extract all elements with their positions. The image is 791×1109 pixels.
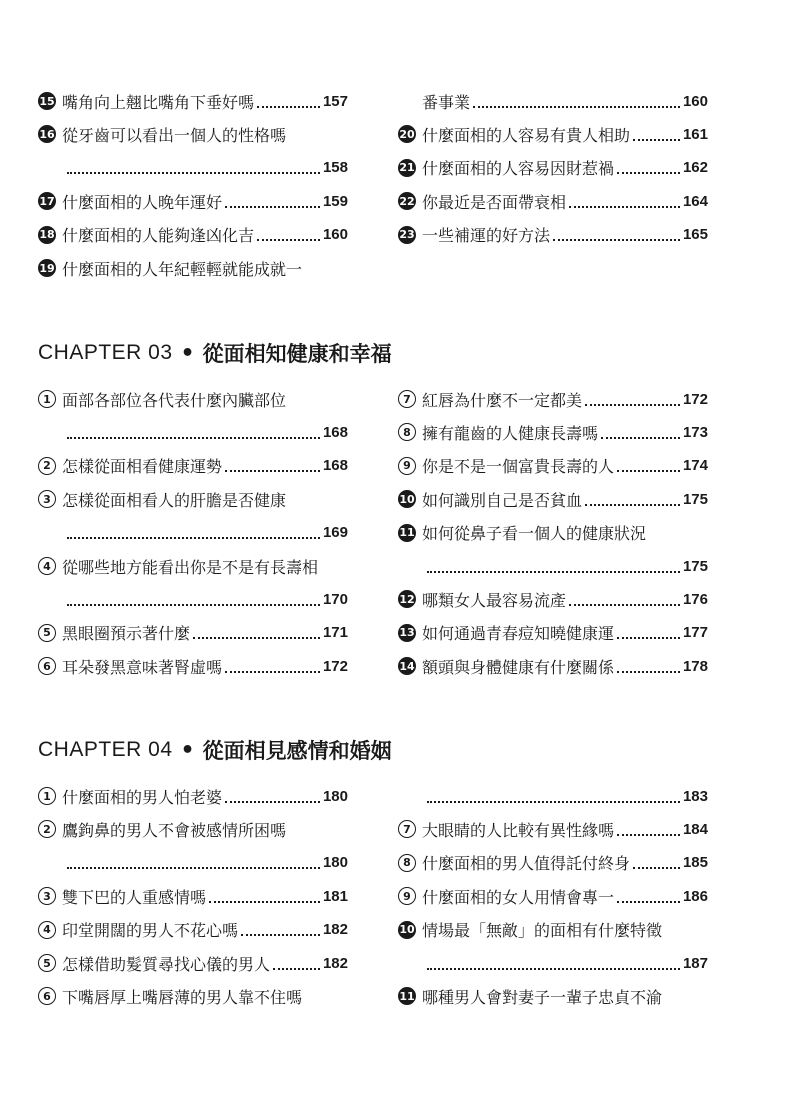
leader-dots [67,866,320,869]
entry-page-number: 181 [322,887,348,905]
entry-title: 擁有龍齒的人健康長壽嗎 [422,423,599,443]
entry-number-badge: 6 [38,657,56,675]
leader-dots [617,670,680,673]
toc-entry[interactable] [38,520,348,546]
toc-entry[interactable] [38,850,348,876]
leader-dots [225,800,320,803]
entry-number-badge: 7 [398,390,416,408]
toc-entry[interactable] [38,155,348,181]
entry-title: 黑眼圈預示著什麼 [62,624,191,644]
entry-page-number: 170 [322,590,348,608]
entry-page-number: 176 [682,590,708,608]
toc-entry[interactable] [398,950,708,976]
entry-title: 大眼睛的人比較有異性緣嗎 [422,820,615,840]
leader-dots [67,536,320,539]
entry-title: 從哪些地方能看出你是不是有長壽相 [62,557,319,577]
entry-number-badge: 10 [398,490,416,508]
entry-title: 什麼面相的人能夠逢凶化吉 [62,226,255,246]
bullet-icon: • [180,737,195,763]
toc-entry[interactable] [398,419,708,445]
entry-number-badge: 8 [398,423,416,441]
leader-dots [601,436,680,439]
toc-entry[interactable] [398,816,708,842]
entry-page-number: 172 [682,390,708,408]
entry-title: 你是不是一個富貴長壽的人 [422,457,615,477]
entry-number-badge: 2 [38,457,56,475]
toc-entry[interactable] [398,620,708,646]
leader-dots [67,436,320,439]
entry-page-number: 185 [682,854,708,872]
toc-entry[interactable] [38,188,348,214]
entry-title: 怎樣從面相看健康運勢 [62,457,223,477]
entry-page-number: 174 [682,457,708,475]
entry-page-number: 160 [322,226,348,244]
toc-entry[interactable] [38,222,348,248]
chapter-04-label: CHAPTER 04 [38,738,173,761]
toc-entry[interactable] [38,883,348,909]
entry-title: 耳朵發黑意味著腎虛嗎 [62,657,223,677]
toc-entry[interactable] [398,553,708,579]
chapter-04-title: 從面相見感情和婚姻 [202,738,392,763]
entry-number-badge: 13 [398,624,416,642]
leader-dots [67,171,320,174]
entry-page-number: 180 [322,787,348,805]
entry-number-badge: 6 [38,987,56,1005]
entry-title: 番事業 [422,92,471,112]
leader-dots [427,967,680,970]
entry-page-number: 184 [682,820,708,838]
entry-number-badge: 14 [398,657,416,675]
toc-entry[interactable] [398,222,708,248]
leader-dots [633,138,680,141]
entry-title: 怎樣借助髮質尋找心儀的男人 [62,954,271,974]
leader-dots [67,603,320,606]
toc-entry[interactable] [38,386,348,412]
entry-title: 如何通過青春痘知曉健康運 [422,624,615,644]
leader-dots [225,205,320,208]
toc-entry[interactable] [398,883,708,909]
leader-dots [273,967,320,970]
entry-number-badge: 10 [398,921,416,939]
leader-dots [585,403,680,406]
entry-title: 紅唇為什麼不一定都美 [422,390,583,410]
entry-number-badge: 11 [398,987,416,1005]
entry-number-badge: 17 [38,192,56,210]
entry-page-number: 168 [322,423,348,441]
entry-title: 什麼面相的男人值得託付終身 [422,854,631,874]
entry-title: 什麼面相的女人用情會專一 [422,887,615,907]
toc-entry[interactable] [38,917,348,943]
toc-entry[interactable] [398,983,708,1009]
chapter-03-heading [38,338,392,368]
leader-dots [553,238,680,241]
entry-title: 雙下巴的人重感情嗎 [62,887,207,907]
toc-entry[interactable] [38,419,348,445]
entry-number-badge: 1 [38,787,56,805]
entry-number-badge: 22 [398,192,416,210]
entry-page-number: 175 [682,490,708,508]
toc-entry[interactable] [398,653,708,679]
entry-number-badge: 7 [398,820,416,838]
chapter-03-label: CHAPTER 03 [38,341,173,364]
entry-number-badge: 20 [398,125,416,143]
entry-number-badge: 11 [398,524,416,542]
entry-number-badge: 18 [38,226,56,244]
entry-number-badge: 21 [398,159,416,177]
toc-entry[interactable] [398,520,708,546]
leader-dots [427,570,680,573]
toc-entry[interactable] [398,586,708,612]
entry-number-badge: 4 [38,921,56,939]
entry-number-badge: 5 [38,954,56,972]
toc-entry[interactable] [398,88,708,114]
entry-page-number: 177 [682,624,708,642]
entry-title: 嘴角向上翹比嘴角下垂好嗎 [62,92,255,112]
entry-number-badge: 3 [38,887,56,905]
entry-number-badge: 9 [398,457,416,475]
entry-number-badge: 8 [398,854,416,872]
entry-title: 哪類女人最容易流產 [422,590,567,610]
leader-dots [225,670,320,673]
leader-dots [569,603,680,606]
leader-dots [617,636,680,639]
entry-page-number: 171 [322,624,348,642]
toc-entry[interactable] [398,783,708,809]
entry-page-number: 186 [682,887,708,905]
bullet-icon: • [180,340,195,366]
entry-title: 什麼面相的男人怕老婆 [62,787,223,807]
toc-entry[interactable] [398,453,708,479]
entry-title: 印堂開闊的男人不花心嗎 [62,921,239,941]
entry-page-number: 175 [682,557,708,575]
entry-page-number: 187 [682,954,708,972]
entry-page-number: 162 [682,159,708,177]
entry-title: 什麼面相的人容易因財惹禍 [422,159,615,179]
leader-dots [427,800,680,803]
entry-page-number: 157 [322,92,348,110]
toc-entry[interactable] [398,155,708,181]
toc-entry[interactable] [398,188,708,214]
toc-entry[interactable] [38,453,348,479]
entry-title: 什麼面相的人容易有貴人相助 [422,125,631,145]
entry-title: 情場最「無敵」的面相有什麼特徵 [422,921,663,941]
entry-number-badge: 3 [38,490,56,508]
entry-page-number: 159 [322,192,348,210]
entry-page-number: 182 [322,954,348,972]
entry-page-number: 178 [682,657,708,675]
entry-number-badge: 15 [38,92,56,110]
entry-page-number: 161 [682,125,708,143]
entry-title: 如何識別自己是否貧血 [422,490,583,510]
entry-title: 鷹鉤鼻的男人不會被感情所困嗎 [62,820,287,840]
entry-page-number: 180 [322,854,348,872]
chapter-03-title: 從面相知健康和幸福 [202,341,392,366]
toc-entry[interactable] [38,653,348,679]
entry-number-badge: 2 [38,820,56,838]
toc-entry[interactable] [38,121,348,147]
toc-entry[interactable] [38,950,348,976]
toc-entry[interactable] [38,553,348,579]
leader-dots [209,900,320,903]
entry-number-badge: 1 [38,390,56,408]
toc-entry[interactable] [398,850,708,876]
toc-entry[interactable] [398,386,708,412]
entry-title: 如何從鼻子看一個人的健康狀況 [422,524,647,544]
entry-page-number: 173 [682,423,708,441]
entry-page-number: 172 [322,657,348,675]
entry-number-badge: 16 [38,125,56,143]
entry-title: 什麼面相的人年紀輕輕就能成就一 [62,259,303,279]
toc-entry[interactable] [38,983,348,1009]
leader-dots [617,469,680,472]
entry-number-badge: 9 [398,887,416,905]
entry-page-number: 158 [322,159,348,177]
entry-number-badge: 23 [398,226,416,244]
entry-page-number: 164 [682,192,708,210]
entry-number-badge: 19 [38,259,56,277]
entry-title: 從牙齒可以看出一個人的性格嗎 [62,125,287,145]
chapter-04-heading [38,735,392,765]
entry-title: 怎樣從面相看人的肝膽是否健康 [62,490,287,510]
toc-entry[interactable] [398,486,708,512]
entry-title: 一些補運的好方法 [422,226,551,246]
toc-entry[interactable] [38,255,348,281]
toc-entry[interactable] [398,121,708,147]
leader-dots [193,636,320,639]
toc-entry[interactable] [38,586,348,612]
entry-title: 下嘴唇厚上嘴唇薄的男人靠不住嗎 [62,987,303,1007]
entry-page-number: 165 [682,226,708,244]
leader-dots [473,105,680,108]
toc-entry[interactable] [38,620,348,646]
leader-dots [257,105,320,108]
toc-entry[interactable] [38,783,348,809]
entry-page-number: 160 [682,92,708,110]
toc-entry[interactable] [38,486,348,512]
leader-dots [617,833,680,836]
leader-dots [617,171,680,174]
leader-dots [617,900,680,903]
entry-number-badge: 4 [38,557,56,575]
toc-entry[interactable] [38,88,348,114]
leader-dots [569,205,680,208]
entry-number-badge: 5 [38,624,56,642]
entry-title: 額頭與身體健康有什麼關係 [422,657,615,677]
leader-dots [241,933,320,936]
entry-title: 你最近是否面帶衰相 [422,192,567,212]
entry-page-number: 183 [682,787,708,805]
entry-page-number: 182 [322,921,348,939]
leader-dots [633,866,680,869]
entry-page-number: 169 [322,524,348,542]
leader-dots [257,238,320,241]
toc-entry[interactable] [38,816,348,842]
entry-number-badge: 12 [398,590,416,608]
leader-dots [585,503,680,506]
toc-entry[interactable] [398,917,708,943]
entry-title: 哪種男人會對妻子一輩子忠貞不渝 [422,987,663,1007]
entry-page-number: 168 [322,457,348,475]
entry-title: 什麼面相的人晚年運好 [62,192,223,212]
entry-title: 面部各部位各代表什麼內臟部位 [62,390,287,410]
leader-dots [225,469,320,472]
